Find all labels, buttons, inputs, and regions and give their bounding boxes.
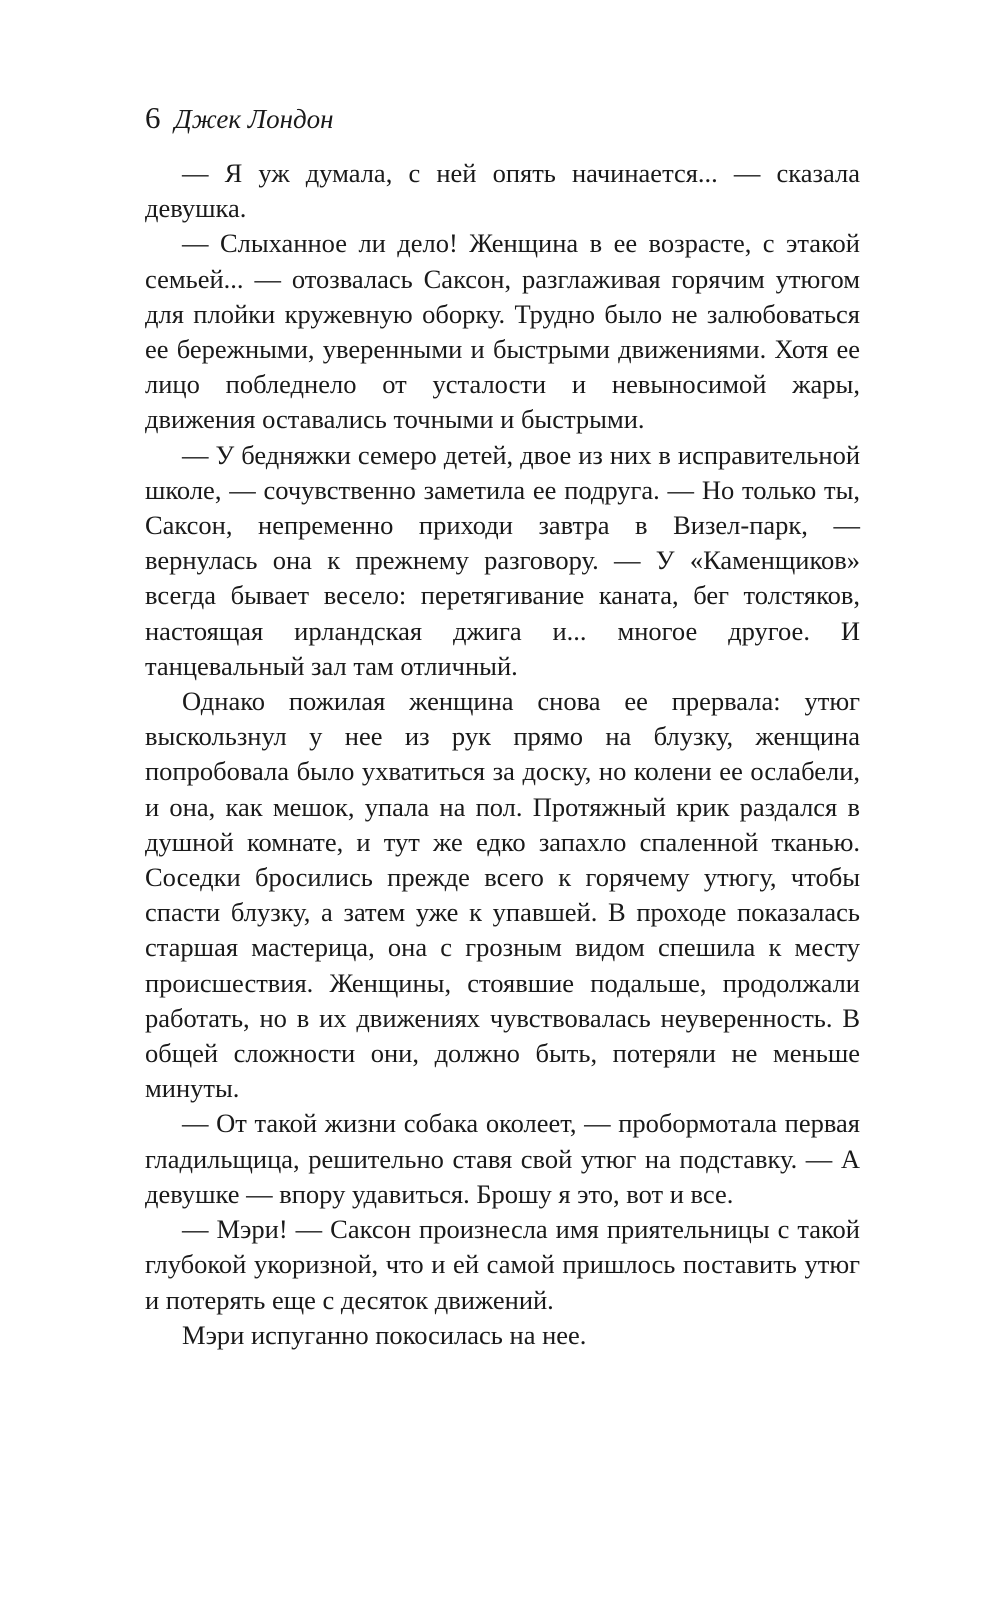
paragraph: — Я уж думала, с ней опять начинается... — сказала девушка. [145, 158, 860, 224]
running-head-author: Джек Лондон [174, 104, 334, 134]
paragraph: — Мэри! — Саксон произнесла имя приятельницы с такой глубокой укоризной, что и ей самой пришлось поставить утюг и потерять еще с десяток движений. [145, 1214, 860, 1315]
paragraph: — Слыханное ли дело! Женщина в ее возрасте, с этакой семьей... — отозвалась Саксон, разглаживая горячим утюгом для плойки кружевную оборку. Трудно было не залюбоваться ее бережными, уверенными и быстрыми движениями. Хотя ее лицо побледнело от усталости и невыносимой жары, движения оставались точными и быстрыми. [145, 228, 860, 435]
paragraph: Мэри испуганно покосилась на нее. [182, 1319, 587, 1350]
paragraph: — От такой жизни собака околеет, — пробормотала первая гладильщица, решительно ставя свой утюг на подставку. — А девушке — впору удавиться. Брошу я это, вот и все. [145, 1108, 860, 1209]
body-text [145, 156, 860, 1353]
paragraph: Однако пожилая женщина снова ее прервала: утюг выскользнул у нее из рук прямо на блузку, женщина попробовала было ухватиться за доску, но колени ее ослабели, и она, как мешок, упала на пол. Протяжный крик раздался в душной комнате, и тут же едко запахло спаленной тканью. Соседки бросились прежде всего к горячему утюгу, чтобы спасти блузку, а затем уже к упавшей. В проходе показалась старшая мастерица, она с грозным видом спешила к месту происшествия. Женщины, стоявшие подальше, продолжали работать, но в их движениях чувствовалась неуверенность. В общей сложности они, должно быть, потеряли не меньше минуты. [145, 686, 860, 1104]
paragraph: — У бедняжки семеро детей, двое из них в исправительной школе, — сочувственно заметила ее подруга. — Но только ты, Саксон, непременно приходи завтра в Визел-парк, — вернулась она к прежнему разговору. — У «Каменщиков» всегда бывает весело: перетягивание каната, бег толстяков, настоящая ирландская джига и... многое другое. И танцевальный зал там отличный. [145, 439, 860, 681]
page-number: 6 [145, 100, 161, 135]
running-head [145, 100, 860, 156]
book-page [145, 100, 860, 1353]
